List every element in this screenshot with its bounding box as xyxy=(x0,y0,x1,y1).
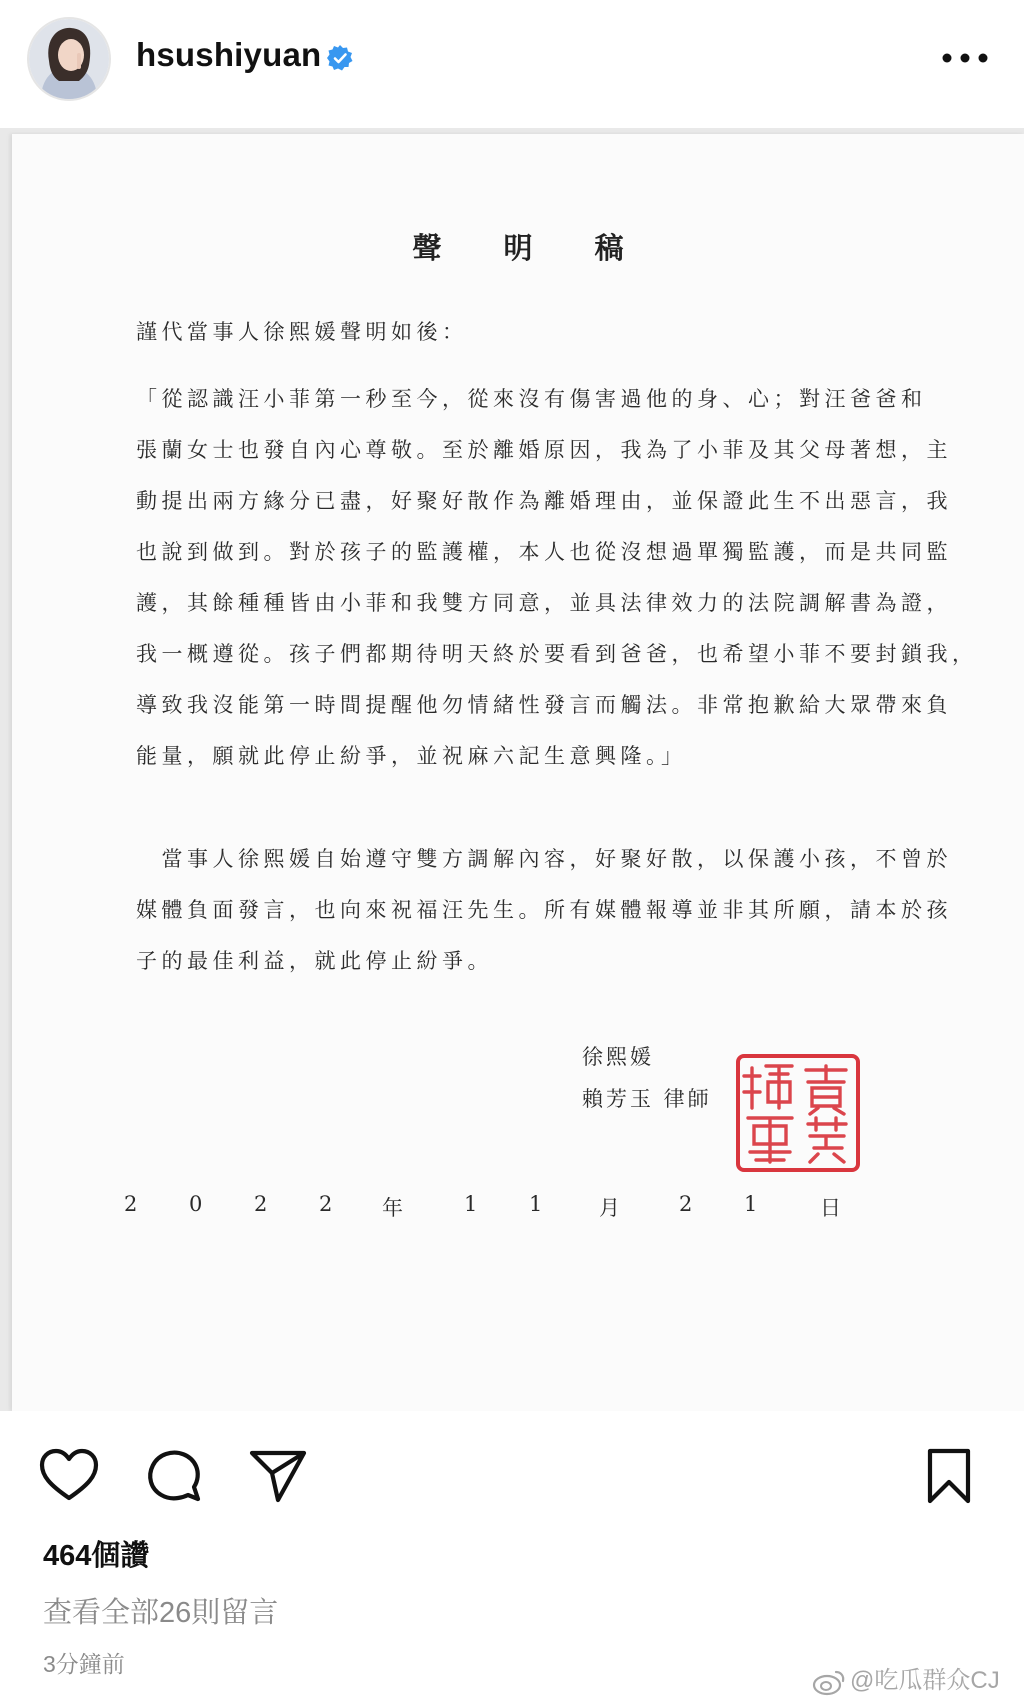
avatar[interactable] xyxy=(27,17,111,101)
statement-line: 也說到做到。對於孩子的監護權，本人也從沒想過單獨監護，而是共同監 xyxy=(136,540,952,564)
date-char: 年 xyxy=(382,1196,403,1220)
statement-line: 張蘭女士也發自內心尊敬。至於離婚原因，我為了小菲及其父母著想，主 xyxy=(136,438,952,462)
statement-line: 導致我沒能第一時間提醒他勿情緒性發言而觸法。非常抱歉給大眾帶來負 xyxy=(136,693,952,717)
bookmark-icon[interactable] xyxy=(924,1447,974,1505)
verified-badge-icon xyxy=(326,44,354,72)
date-char: 2 xyxy=(319,1192,333,1216)
date-char: 1 xyxy=(529,1192,543,1216)
quoted-statement xyxy=(136,374,978,782)
date-char: 日 xyxy=(820,1196,841,1220)
date-char: 2 xyxy=(254,1192,268,1216)
post-header xyxy=(0,0,1024,128)
view-all-comments-link[interactable]: 查看全部26則留言 xyxy=(43,1597,279,1629)
username[interactable]: hsushiyuan xyxy=(136,36,322,73)
document-intro: 謹代當事人徐熙媛聲明如後： xyxy=(136,320,468,344)
weibo-logo-icon xyxy=(812,1668,846,1696)
statement-line: 動提出兩方緣分已盡，好聚好散作為離婚理由，並保證此生不出惡言，我 xyxy=(136,489,952,513)
signature-name: 徐熙媛 xyxy=(582,1045,654,1069)
send-icon[interactable] xyxy=(248,1447,308,1505)
date-char: 月 xyxy=(599,1196,620,1220)
closing-paragraph xyxy=(136,834,952,987)
date-char: 1 xyxy=(744,1192,758,1216)
statement-line: 能量，願就此停止紛爭，並祝麻六記生意興隆。」 xyxy=(136,744,687,768)
date-char: 1 xyxy=(464,1192,478,1216)
statement-line: 「從認識汪小菲第一秒至今，從來沒有傷害過他的身、心；對汪爸爸和 xyxy=(136,387,927,411)
comment-icon[interactable] xyxy=(144,1447,202,1505)
watermark-text: @吃瓜群众CJ xyxy=(850,1667,1000,1694)
document-date xyxy=(124,1192,924,1232)
avatar-image xyxy=(29,19,109,99)
closing-line: 當事人徐熙媛自始遵守雙方調解內容，好聚好散，以保護小孩，不曾於 xyxy=(136,847,952,871)
date-char: 2 xyxy=(679,1192,693,1216)
signature-lawyer: 賴芳玉 律師 xyxy=(582,1087,712,1111)
like-count[interactable]: 464個讚 xyxy=(43,1540,150,1572)
date-char: 2 xyxy=(124,1192,138,1216)
statement-document xyxy=(12,134,1024,1411)
heart-icon[interactable] xyxy=(38,1447,100,1503)
weibo-watermark xyxy=(812,1660,1000,1696)
document-title: 聲 明 稿 xyxy=(412,231,650,265)
date-char: 0 xyxy=(189,1192,203,1216)
post-action-bar xyxy=(0,1411,1024,1511)
statement-line: 護，其餘種種皆由小菲和我雙方同意，並具法律效力的法院調解書為證， xyxy=(136,591,952,615)
post-image[interactable] xyxy=(0,128,1024,1411)
closing-line: 子的最佳利益，就此停止紛爭。 xyxy=(136,949,493,973)
more-options-icon[interactable] xyxy=(940,46,990,70)
lawyer-seal-stamp xyxy=(734,1052,862,1174)
closing-line: 媒體負面發言，也向來祝福汪先生。所有媒體報導並非其所願，請本於孩 xyxy=(136,898,952,922)
post-timestamp: 3分鐘前 xyxy=(43,1651,125,1677)
statement-line: 我一概遵從。孩子們都期待明天終於要看到爸爸，也希望小菲不要封鎖我， xyxy=(136,642,978,666)
